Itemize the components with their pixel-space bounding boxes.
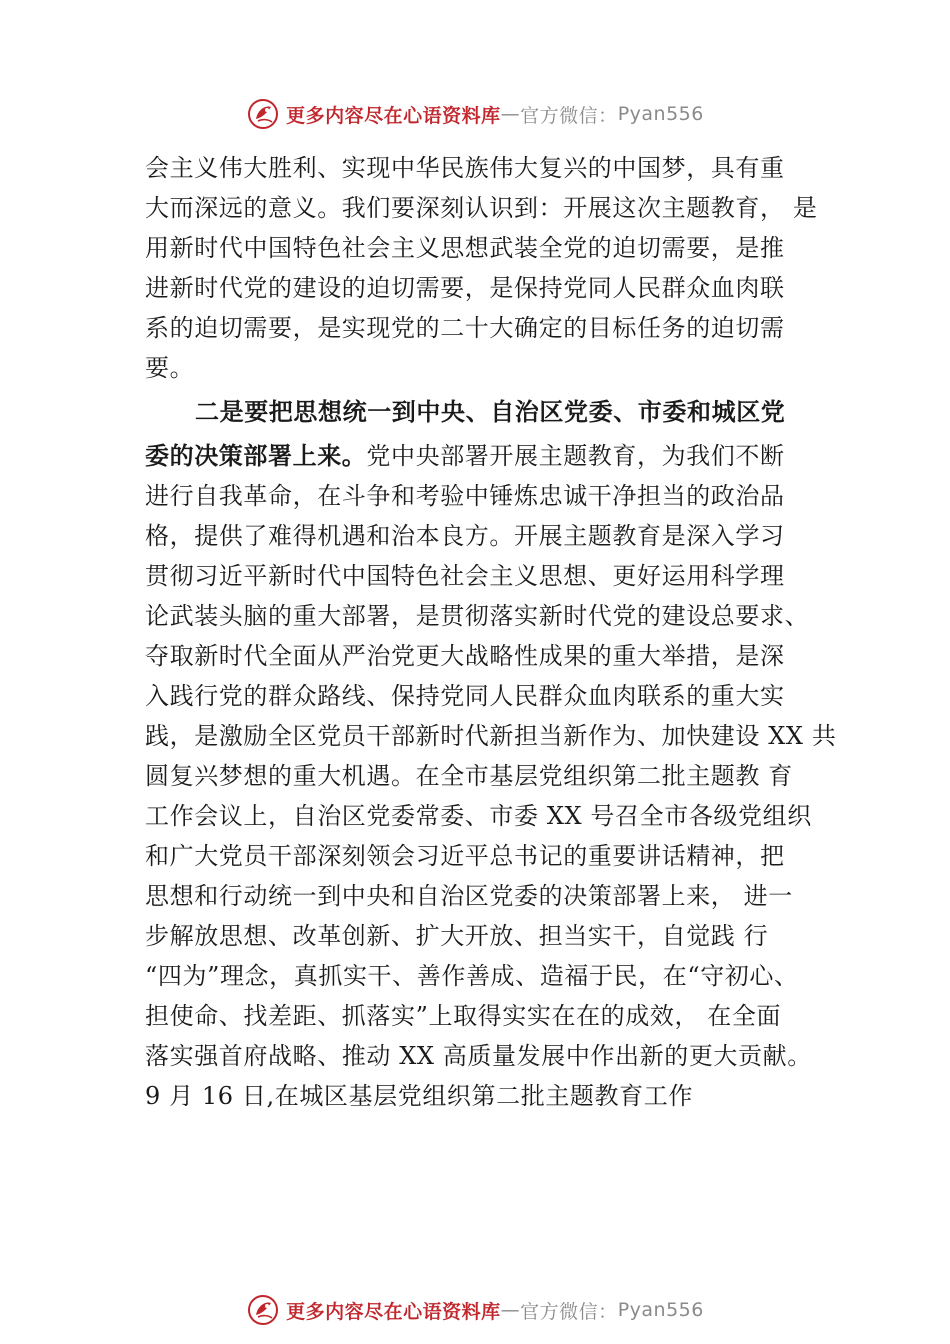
text-line: 要。 bbox=[145, 354, 195, 382]
watermark-brand-text: 更多内容尽在心语资料库 bbox=[286, 1300, 501, 1323]
text-line: 论武装头脑的重大部署，是贯彻落实新时代党的建设总要求、 bbox=[145, 602, 810, 630]
footer-watermark bbox=[0, 1290, 950, 1330]
text-line: 会主义伟大胜利、实现中华民族伟大复兴的中国梦，具有重 bbox=[145, 154, 785, 182]
text-line: 圆复兴梦想的重大机遇。在全市基层党组织第二批主题教 育 bbox=[145, 762, 793, 790]
text-line: 进新时代党的建设的迫切需要，是保持党同人民群众血肉联 bbox=[145, 274, 785, 302]
text-line bbox=[145, 436, 845, 476]
watermark-dash: — bbox=[500, 1299, 521, 1321]
flower-logo-icon bbox=[246, 97, 280, 131]
text-line: 和广大党员干部深刻领会习近平总书记的重要讲话精神，把 bbox=[145, 842, 785, 870]
heading-text-cont: 委的决策部署上来。 bbox=[145, 442, 367, 470]
watermark-official-text: 官方微信： bbox=[520, 104, 618, 127]
text-line: 践，是激励全区党员干部新时代新担当新作为、加快建设 XX 共 bbox=[145, 722, 837, 750]
watermark-wechat-id: Pyan556 bbox=[617, 1299, 704, 1321]
text-line: 思想和行动统一到中央和自治区党委的决策部署上来， 进一 bbox=[145, 882, 793, 910]
text-line: 用新时代中国特色社会主义思想武装全党的迫切需要，是推 bbox=[145, 234, 785, 262]
paragraph-1 bbox=[145, 148, 845, 388]
text-line: “四为”理念，真抓实干、善作善成、造福于民，在“守初心、 bbox=[145, 962, 799, 990]
text-line: 步解放思想、改革创新、扩大开放、担当实干，自觉践 行 bbox=[145, 922, 769, 950]
header-watermark bbox=[0, 94, 950, 134]
watermark-wechat-id: Pyan556 bbox=[617, 103, 704, 125]
text-line: 进行自我革命，在斗争和考验中锤炼忠诚干净担当的政治品 bbox=[145, 482, 785, 510]
flower-logo-icon bbox=[246, 1293, 280, 1327]
document-body bbox=[145, 148, 845, 1116]
text-line: 夺取新时代全面从严治党更大战略性成果的重大举措，是深 bbox=[145, 642, 785, 670]
watermark-brand-text: 更多内容尽在心语资料库 bbox=[286, 104, 501, 127]
text-line: 担使命、找差距、抓落实”上取得实实在在的成效， 在全面 bbox=[145, 1002, 782, 1030]
text-line: 格，提供了难得机遇和治本良方。开展主题教育是深入学习 bbox=[145, 522, 785, 550]
paragraph-2 bbox=[145, 392, 845, 1116]
section-heading bbox=[145, 392, 845, 432]
text-run: 党中央部署开展主题教育，为我们不断 bbox=[366, 442, 785, 470]
text-line: 系的迫切需要，是实现党的二十大确定的目标任务的迫切需 bbox=[145, 314, 785, 342]
heading-text: 二是要把思想统一到中央、自治区党委、市委和城区党 bbox=[195, 398, 786, 426]
text-line: 落实强首府战略、推动 XX 高质量发展中作出新的更大贡献。 bbox=[145, 1042, 812, 1070]
watermark-official-text: 官方微信： bbox=[520, 1300, 618, 1323]
text-line: 入践行党的群众路线、保持党同人民群众血肉联系的重大实 bbox=[145, 682, 785, 710]
text-line: 工作会议上，自治区党委常委、市委 XX 号召全市各级党组织 bbox=[145, 802, 812, 830]
text-line: 贯彻习近平新时代中国特色社会主义思想、更好运用科学理 bbox=[145, 562, 785, 590]
text-line: 9 月 16 日,在城区基层党组织第二批主题教育工作 bbox=[145, 1082, 693, 1110]
text-line: 大而深远的意义。我们要深刻认识到：开展这次主题教育， 是 bbox=[145, 194, 818, 222]
watermark-dash: — bbox=[500, 103, 521, 125]
